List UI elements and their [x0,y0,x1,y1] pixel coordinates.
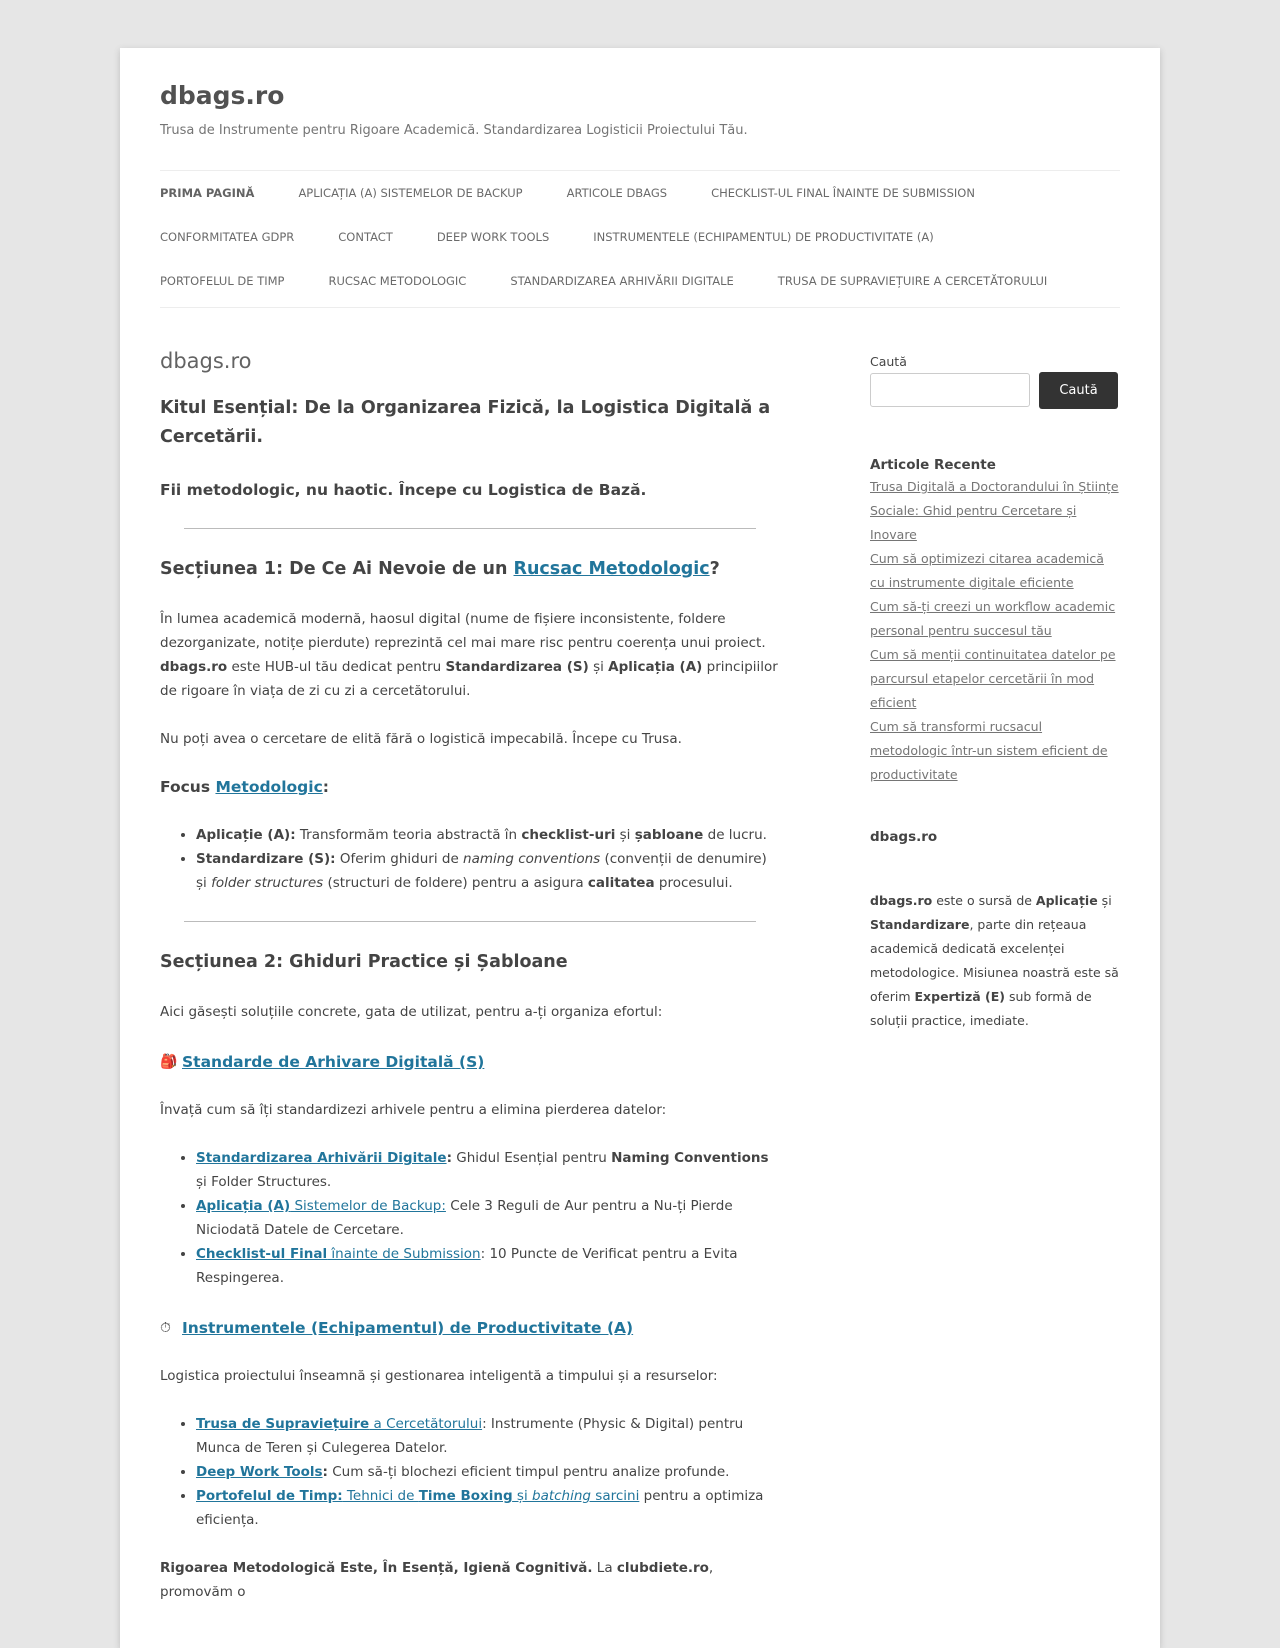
list-item [196,1460,780,1484]
backup-link[interactable] [196,1198,446,1214]
portofel-link[interactable] [196,1488,639,1504]
text: de lucru. [703,827,767,843]
nav-item-deep-work[interactable]: DEEP WORK TOOLS [436,230,550,244]
bold-text: Standardizarea (S) [445,659,589,675]
site-description: Trusa de Instrumente pentru Rigoare Academică. Standardizarea Logisticii Proiectului Tău. [160,123,748,138]
archive-card-heading [160,1050,780,1074]
link-bold: Trusa de Supraviețuire [196,1416,370,1432]
text: sub formă de soluții practice, imediate. [870,989,1092,1028]
text: Transformăm teoria abstractă în [295,827,522,843]
text: , promovăm o [160,1560,714,1600]
focus-heading [160,775,780,799]
list-item [196,1146,780,1194]
subhero-heading: Fii metodologic, nu haotic. Începe cu Logistica de Bază. [160,481,647,499]
metodologic-link[interactable]: Metodologic [215,778,323,796]
search-form [870,373,1120,409]
deep-work-link[interactable]: Deep Work Tools [196,1464,323,1480]
link-bold: Checklist-ul Final [196,1246,328,1262]
nav-item-prima-pagina[interactable]: PRIMA PAGINĂ [160,186,255,200]
link-text: Sistemelor de Backup: [290,1198,446,1214]
trusa-link[interactable] [196,1416,482,1432]
nav-item-checklist[interactable]: CHECKLIST-UL FINAL ÎNAINTE DE SUBMISSION [711,186,975,200]
bold-text: calitatea [587,875,655,891]
stopwatch-icon: ⏱ [160,1320,171,1336]
section-1-heading [160,555,780,583]
text: (structuri de foldere) pentru a asigura [323,875,588,891]
bold-text: șabloane [634,827,704,843]
text: pentru a optimiza eficiența. [196,1488,764,1528]
nav-item-articole[interactable]: ARTICOLE DBAGS [566,186,668,200]
link-text: Tehnici de [342,1488,419,1504]
site-header [120,48,1160,140]
text: La [592,1560,617,1576]
bold-text: Rigoarea Metodologică Este, În Esență, Igienă Cognitivă. [160,1560,593,1576]
list-item [196,847,780,895]
focus-list [160,823,780,895]
text: Cum să-ți blochezi eficient timpul pentru analize profunde. [327,1464,730,1480]
link-italic: batching [532,1488,591,1504]
link-text: și [512,1488,532,1504]
link-text: a Cercetătorului [369,1416,483,1432]
about-title: dbags.ro [870,829,938,845]
archive-standards-link[interactable]: Standarde de Arhivare Digitală (S) [182,1053,485,1071]
productivity-card-heading [160,1316,780,1340]
intro-paragraph [160,607,780,703]
recent-post-link[interactable]: Trusa Digitală a Doctorandului în Științe Sociale: Ghid pentru Cercetare și Inovare [870,479,1119,542]
bold-text: Standardizare (S): [196,851,336,867]
tagline-paragraph: Nu poți avea o cercetare de elită fără o logistică impecabilă. Începe cu Trusa. [160,731,682,747]
sidebar [870,354,1120,1033]
bold-text: Standardizare [870,917,970,932]
list-item [196,1242,780,1290]
productivity-list [160,1412,780,1532]
bold-text: : [446,1150,452,1166]
nav-item-portofel[interactable]: PORTOFELUL DE TIMP [160,274,285,288]
link-bold: Aplicația (A) [196,1198,291,1214]
rucsac-link[interactable]: Rucsac Metodologic [513,559,710,579]
bold-text: Expertiză (E) [914,989,1005,1004]
nav-item-gdpr[interactable]: CONFORMITATEA GDPR [160,230,295,244]
text: și [615,827,635,843]
list-item [196,1412,780,1460]
separator [184,921,756,922]
search-input[interactable] [870,373,1030,407]
bold-text: checklist-uri [521,827,616,843]
list-item [196,823,780,847]
text: este o sursă de [932,893,1036,908]
nav-item-trusa[interactable]: TRUSA DE SUPRAVIEȚUIRE A CERCETĂTORULUI [777,274,1048,288]
text: Cele 3 Reguli de Aur pentru a Nu-ți Pierde Niciodată Datele de Cercetare. [196,1198,733,1238]
nav-item-rucsac[interactable]: RUCSAC METODOLOGIC [328,274,467,288]
nav-row [160,171,1120,215]
text: și [1097,893,1112,908]
separator [184,528,756,529]
text: Ghidul Esențial pentru [451,1150,612,1166]
text: principiilor de rigoare în viața de zi cu zi a cercetătorului. [160,659,778,699]
section-2-heading: Secțiunea 2: Ghiduri Practice și Șabloane [160,952,568,972]
link-bold: Time Boxing [418,1488,513,1504]
about-text [870,889,1120,1033]
italic-text: naming conventions [463,851,601,867]
section-2-intro: Aici găsești soluțiile concrete, gata de utilizat, pentru a-ți organiza efortul: [160,1004,663,1020]
closing-paragraph [160,1556,780,1604]
text: procesului. [654,875,733,891]
link-bold: Portofelul de Timp: [196,1488,343,1504]
text: (convenții de denumire) și [196,851,767,891]
section-1-prefix: Secțiunea 1: De Ce Ai Nevoie de un [160,559,514,579]
main-content [160,346,780,1604]
nav-row [160,259,1120,303]
section-1-suffix: ? [709,559,720,579]
arhivare-link[interactable]: Standardizarea Arhivării Digitale [196,1150,447,1166]
list-item [196,1194,780,1242]
focus-prefix: Focus [160,778,216,796]
recent-post-link[interactable]: Cum să-ți creezi un workflow academic personal pentru succesul tău [870,599,1116,638]
text: și Folder Structures. [196,1174,332,1190]
recent-posts-list [870,475,1120,787]
link-text: înainte de Submission [327,1246,481,1262]
text: : 10 Puncte de Verificat pentru a Evita Respingerea. [196,1246,738,1286]
productivity-link[interactable]: Instrumentele (Echipamentul) de Productivitate (A) [182,1319,634,1337]
text: : Instrumente (Physic & Digital) pentru Munca de Teren și Culegerea Datelor. [196,1416,744,1456]
bold-text: : [322,1464,328,1480]
focus-suffix: : [322,778,329,796]
nav-item-arhivare[interactable]: STANDARDIZAREA ARHIVĂRII DIGITALE [510,274,734,288]
bold-text: Naming Conventions [611,1150,769,1166]
nav-item-instrumentele[interactable]: INSTRUMENTELE (ECHIPAMENTUL) DE PRODUCTIVITATE (A) [593,230,934,244]
italic-text: folder structures [211,875,324,891]
main-navigation [160,170,1120,308]
bold-text: dbags.ro [160,659,228,675]
bold-text: dbags.ro [870,893,933,908]
site-title[interactable]: dbags.ro [160,81,285,110]
nav-item-backup[interactable]: APLICAȚIA (A) SISTEMELOR DE BACKUP [298,186,523,200]
bold-text: clubdiete.ro [616,1560,709,1576]
page-title: dbags.ro [160,349,252,373]
text: este HUB-ul tău dedicat pentru [227,659,446,675]
checklist-link[interactable] [196,1246,481,1262]
search-label: Caută [870,354,907,369]
recent-post-link[interactable]: Cum să transformi rucsacul metodologic într-un sistem eficient de productivitate [870,719,1108,782]
recent-posts-title: Articole Recente [870,457,996,473]
bold-text: Aplicație [1035,893,1098,908]
site-container [120,48,1160,1648]
bold-text: Aplicație (A): [196,827,296,843]
text: În lumea academică modernă, haosul digital (nume de fișiere inconsistente, foldere dezorganizate, notițe pierdute) reprezintă cel mai mare risc pentru coerența unui proiect. [160,611,766,651]
nav-item-contact[interactable]: CONTACT [338,230,393,244]
text: și [588,659,609,675]
list-item [196,1484,780,1532]
hero-heading: Kitul Esențial: De la Organizarea Fizică, la Logistica Digitală a Cercetării. [160,398,771,447]
bold-text: Aplicația (A) [608,659,703,675]
recent-post-link[interactable]: Cum să optimizezi citarea academică cu instrumente digitale eficiente [870,551,1104,590]
backpack-icon: 🎒 [160,1054,178,1070]
archive-intro: Învață cum să îți standardizezi arhivele pentru a elimina pierderea datelor: [160,1102,667,1118]
archive-list [160,1146,780,1290]
text: Oferim ghiduri de [335,851,464,867]
search-button[interactable]: Caută [1039,372,1118,409]
productivity-intro: Logistica proiectului înseamnă și gestionarea inteligentă a timpului și a resurselor: [160,1368,718,1384]
nav-row [160,215,1120,259]
recent-post-link[interactable]: Cum să menții continuitatea datelor pe parcursul etapelor cercetării în mod eficient [870,647,1116,710]
text: , parte din rețeaua academică dedicată excelenței metodologice. Misiunea noastră este să oferim [870,917,1119,1004]
link-text: sarcini [591,1488,640,1504]
